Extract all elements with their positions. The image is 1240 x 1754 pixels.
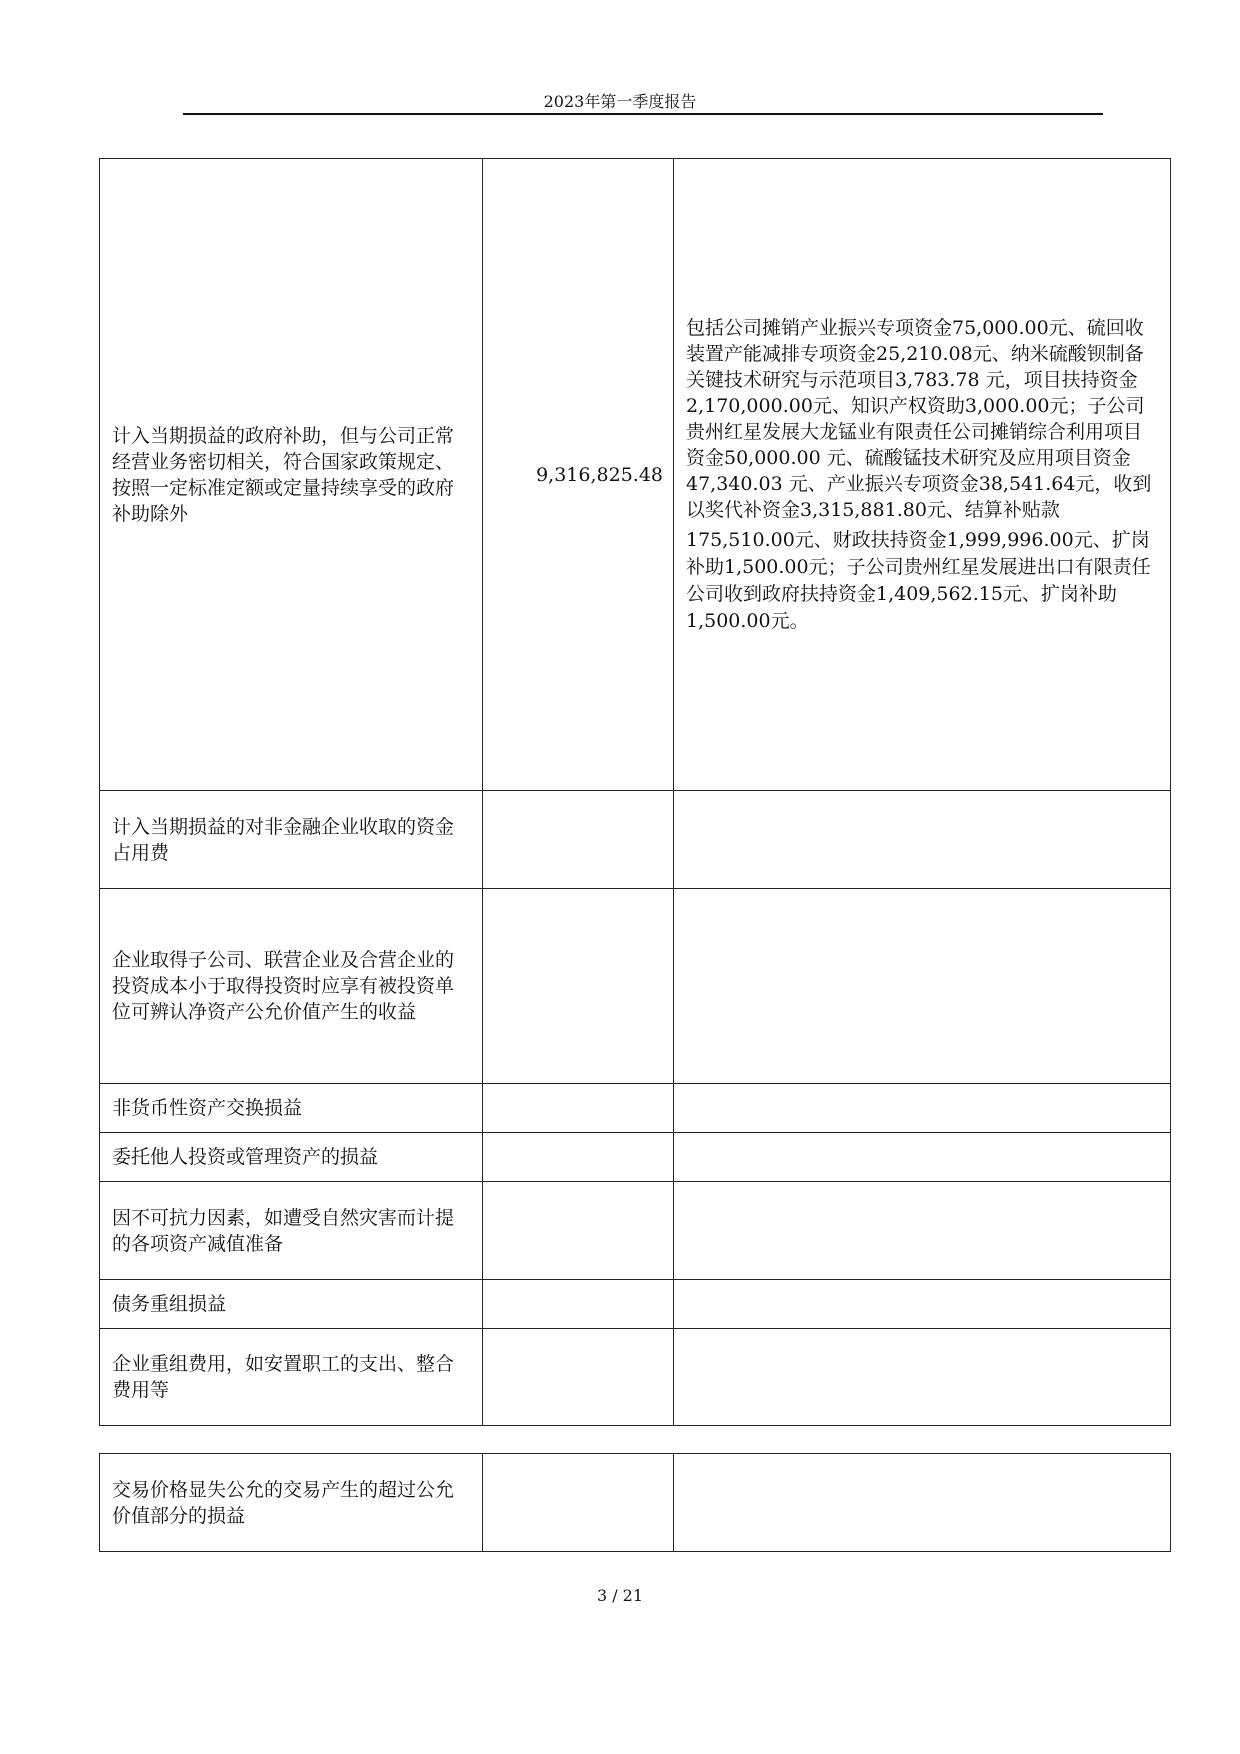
item-cell: 计入当期损益的对非金融企业收取的资金占用费 xyxy=(100,791,483,889)
description-cell xyxy=(674,791,1171,889)
table-row xyxy=(100,791,1171,889)
amount-cell xyxy=(483,1454,674,1552)
table-row xyxy=(100,159,1171,791)
description-main-text: 包括公司摊销产业振兴专项资金75,000.00元、硫回收装置产能减排专项资金25,210.08元、纳米硫酸钡制备关键技术研究与示范项目3,783.78 元，项目扶持资金2,170,000.00元、知识产权资助3,000.00元；子公司贵州红星发展大龙锰业有限责任公司摊销综合利用项目资金50,000.00 元、硫酸锰技术研究及应用项目资金47,340.03 元、产业振兴专项资金38,541.64元，收到以奖代补资金3,315,881.80元、结算补贴款 xyxy=(686,316,1152,521)
table-row xyxy=(100,1182,1171,1280)
item-cell: 企业重组费用，如安置职工的支出、整合费用等 xyxy=(100,1329,483,1426)
non-recurring-items-table-continued xyxy=(99,1453,1171,1552)
amount-cell xyxy=(483,1329,674,1426)
amount-cell xyxy=(483,1280,674,1329)
page-number: 3 / 21 xyxy=(596,1586,644,1605)
table-row xyxy=(100,1133,1171,1182)
table-row xyxy=(100,1280,1171,1329)
description-tail-text: 175,510.00元、财政扶持资金1,999,996.00元、扩岗补助1,500.00元；子公司贵州红星发展进出口有限责任公司收到政府扶持资金1,409,562.15元、扩岗补助1,500.00元。 xyxy=(686,528,1151,632)
item-cell: 委托他人投资或管理资产的损益 xyxy=(100,1133,483,1182)
item-cell: 企业取得子公司、联营企业及合营企业的投资成本小于取得投资时应享有被投资单位可辨认净资产公允价值产生的收益 xyxy=(100,889,483,1084)
non-recurring-items-table xyxy=(99,158,1171,1426)
description-cell xyxy=(674,1084,1171,1133)
table-row xyxy=(100,1329,1171,1426)
amount-cell xyxy=(483,1084,674,1133)
description-cell xyxy=(674,1454,1171,1552)
amount-cell xyxy=(483,889,674,1084)
item-cell: 因不可抗力因素，如遭受自然灾害而计提的各项资产减值准备 xyxy=(100,1182,483,1280)
item-cell: 债务重组损益 xyxy=(100,1280,483,1329)
report-title: 2023年第一季度报告 xyxy=(543,92,697,111)
description-cell xyxy=(674,1182,1171,1280)
description-cell xyxy=(674,1133,1171,1182)
description-cell xyxy=(674,159,1171,791)
item-cell: 交易价格显失公允的交易产生的超过公允价值部分的损益 xyxy=(100,1454,483,1552)
header-divider xyxy=(183,113,1103,115)
item-cell: 非货币性资产交换损益 xyxy=(100,1084,483,1133)
table-row xyxy=(100,1084,1171,1133)
amount-cell xyxy=(483,1182,674,1280)
description-cell xyxy=(674,1329,1171,1426)
amount-cell xyxy=(483,791,674,889)
table-row xyxy=(100,1454,1171,1552)
description-cell xyxy=(674,1280,1171,1329)
amount-cell: 9,316,825.48 xyxy=(483,159,674,791)
amount-cell xyxy=(483,1133,674,1182)
table-row xyxy=(100,889,1171,1084)
description-cell xyxy=(674,889,1171,1084)
item-cell: 计入当期损益的政府补助，但与公司正常经营业务密切相关，符合国家政策规定、按照一定标准定额或定量持续享受的政府补助除外 xyxy=(100,159,483,791)
